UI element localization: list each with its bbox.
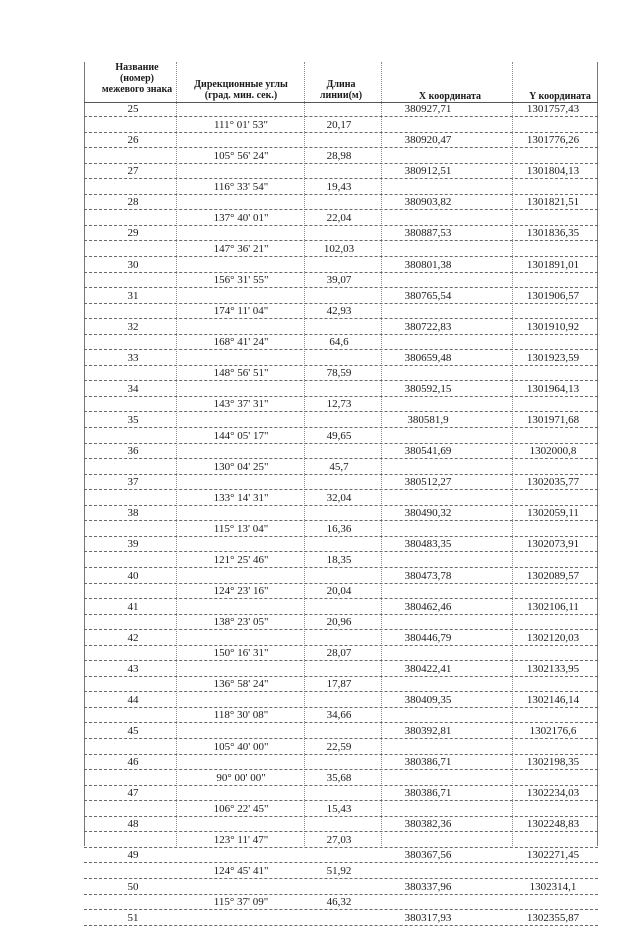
x-coordinate: 380541,69 [404,445,452,458]
row-divider [84,427,598,428]
row-divider [84,396,598,397]
x-coordinate: 380490,32 [404,507,452,520]
x-coordinate: 380722,83 [404,320,452,333]
direction-angle: 148° 56' 51" [213,367,269,380]
line-length: 102,03 [323,242,355,255]
point-number: 27 [127,165,139,178]
direction-angle: 143° 37' 31" [213,398,269,411]
direction-angle: 174° 11' 04" [213,305,269,318]
y-coordinate: 1302073,91 [526,538,580,551]
row-divider [84,318,598,319]
y-coordinate: 1301821,51 [526,196,580,209]
y-coordinate: 1302248,83 [526,818,580,831]
point-number: 26 [127,134,139,147]
row-divider [84,676,598,677]
row-divider [84,909,598,910]
point-number: 29 [127,227,139,240]
y-coordinate: 1301776,26 [526,134,580,147]
line-length: 35,68 [326,771,352,784]
point-number: 36 [127,445,139,458]
point-number: 51 [127,911,139,924]
y-coordinate: 1302146,14 [526,693,580,706]
point-number: 39 [127,538,139,551]
point-number: 30 [127,258,139,271]
row-divider [84,380,598,381]
direction-angle: 136° 58' 24" [213,678,269,691]
line-length: 22,59 [326,740,352,753]
point-number: 41 [127,600,139,613]
direction-angle: 115° 37' 09" [213,896,269,909]
row-divider [84,785,598,786]
line-length: 16,36 [326,522,352,535]
row-divider [84,474,598,475]
row-divider [84,862,598,863]
row-divider [84,831,598,832]
line-length: 28,98 [326,149,352,162]
y-coordinate: 1302271,45 [526,849,580,862]
row-divider [84,256,598,257]
row-divider [84,645,598,646]
row-divider [84,411,598,412]
point-number: 35 [127,414,139,426]
header-angle-line2: (град. мин. сек.) [204,90,278,101]
x-coordinate: 380912,51 [404,165,452,178]
y-coordinate: 1301971,68 [526,414,580,426]
x-coordinate: 380392,81 [404,725,452,737]
header-length-line2: линии(м) [319,90,363,101]
y-coordinate: 1302120,03 [526,631,580,644]
line-length: 12,73 [326,398,352,411]
x-coordinate: 380382,36 [404,818,452,831]
direction-angle: 168° 41' 24" [213,336,269,349]
point-number: 34 [127,382,139,395]
x-coordinate: 380483,35 [404,538,452,551]
direction-angle: 137° 40' 01" [213,211,269,224]
line-length: 15,43 [326,802,352,815]
row-divider [84,132,598,133]
x-coordinate: 380512,27 [404,476,452,489]
header-name-line2: (номер) [119,73,155,84]
row-divider [84,303,598,304]
y-coordinate: 1301906,57 [526,289,580,302]
line-length: 34,66 [326,709,352,722]
row-divider [84,520,598,521]
x-coordinate: 380337,96 [404,880,452,893]
x-coordinate: 380920,47 [404,134,452,147]
header-length-line1: Длина [326,79,356,90]
row-divider [84,629,598,630]
row-divider [84,738,598,739]
row-divider [84,458,598,459]
direction-angle: 124° 45' 41" [213,864,269,877]
direction-angle: 123° 11' 47" [213,833,269,846]
row-divider [84,894,598,895]
point-number: 45 [127,725,139,737]
direction-angle: 105° 40' 00" [213,740,269,753]
y-coordinate: 1302089,57 [526,569,580,582]
row-divider [84,691,598,692]
row-divider [84,272,598,273]
line-length: 18,35 [326,553,352,566]
y-coordinate: 1301964,13 [526,382,580,395]
line-length: 78,59 [326,367,352,380]
y-coordinate: 1302234,03 [526,787,580,800]
x-coordinate: 380903,82 [404,196,452,209]
row-divider [84,707,598,708]
y-coordinate: 1302106,11 [527,600,579,613]
direction-angle: 118° 30' 08" [213,709,269,722]
y-coordinate: 1301910,92 [526,320,580,333]
row-divider [84,598,598,599]
point-number: 31 [127,289,139,302]
point-number: 50 [127,880,139,893]
row-divider [84,194,598,195]
direction-angle: 144° 05' 17" [213,429,269,442]
direction-angle: 147° 36' 21" [213,242,269,255]
direction-angle: 105° 56' 24" [213,149,269,162]
point-number: 40 [127,569,139,582]
line-length: 32,04 [326,491,352,504]
direction-angle: 115° 13' 04" [213,522,269,535]
line-length: 19,43 [326,180,352,193]
x-coordinate: 380317,93 [404,911,452,924]
header-name-line3: межевого знака [101,84,173,95]
point-number: 43 [127,662,139,675]
line-length: 42,93 [326,305,352,318]
row-divider [84,365,598,366]
row-divider [84,489,598,490]
x-coordinate: 380927,71 [404,103,452,115]
direction-angle: 111° 01' 53" [213,118,269,131]
row-divider [84,660,598,661]
row-divider [84,240,598,241]
x-coordinate: 380765,54 [404,289,452,302]
y-coordinate: 1302059,11 [527,507,579,520]
y-coordinate: 1302035,77 [526,476,580,489]
direction-angle: 121° 25' 46" [213,553,269,566]
row-divider [84,614,598,615]
row-divider [84,287,598,288]
line-length: 39,07 [326,274,352,287]
y-coordinate: 1302198,35 [526,756,580,769]
row-divider [84,878,598,879]
table-left-border [84,62,85,846]
row-divider [84,147,598,148]
line-length: 28,07 [326,647,352,660]
row-divider [84,505,598,506]
y-coordinate: 1301757,43 [526,103,580,115]
x-coordinate: 380887,53 [404,227,452,240]
y-coordinate: 1301836,35 [526,227,580,240]
point-number: 37 [127,476,139,489]
direction-angle: 138° 23' 05" [213,616,269,629]
header-name [92,62,182,95]
row-divider [84,722,598,723]
line-length: 20,04 [326,585,352,598]
direction-angle: 124° 23' 16" [213,585,269,598]
y-coordinate: 1301804,13 [526,165,580,178]
y-coordinate: 1302355,87 [526,911,580,924]
column-divider-1 [176,62,177,846]
row-divider [84,163,598,164]
line-length: 20,17 [326,118,352,131]
point-number: 47 [127,787,139,800]
direction-angle: 150° 16' 31" [213,647,269,660]
line-length: 27,03 [326,833,352,846]
line-length: 51,92 [326,864,352,877]
direction-angle: 116° 33' 54" [213,180,269,193]
x-coordinate: 380581,9 [407,414,449,426]
row-divider [84,178,598,179]
row-divider [84,567,598,568]
row-divider [84,225,598,226]
row-divider [84,800,598,801]
header-length [310,79,372,101]
row-divider [84,116,598,117]
x-coordinate: 380446,79 [404,631,452,644]
row-divider [84,334,598,335]
line-length: 17,87 [326,678,352,691]
y-coordinate: 1302000,8 [529,445,577,458]
row-divider [84,551,598,552]
direction-angle: 130° 04' 25" [213,460,269,473]
direction-angle: 90° 00' 00" [216,771,266,784]
header-y: Y координата [529,91,591,102]
point-number: 49 [127,849,139,862]
x-coordinate: 380386,71 [404,756,452,769]
line-length: 64,6 [329,336,349,349]
x-coordinate: 380386,71 [404,787,452,800]
row-divider [84,349,598,350]
row-divider [84,754,598,755]
row-divider [84,925,598,926]
direction-angle: 106° 22' 45" [213,802,269,815]
x-coordinate: 380409,35 [404,693,452,706]
header-angle-line1: Дирекционные углы [194,79,288,90]
row-divider [84,816,598,817]
x-coordinate: 380659,48 [404,351,452,364]
point-number: 44 [127,693,139,706]
line-length: 45,7 [329,460,349,473]
column-divider-2 [304,62,305,846]
direction-angle: 156° 31' 55" [213,274,269,287]
point-number: 46 [127,756,139,769]
point-number: 25 [127,103,139,115]
line-length: 22,04 [326,211,352,224]
x-coordinate: 380801,38 [404,258,452,271]
y-coordinate: 1302314,1 [529,880,577,893]
row-divider [84,847,598,848]
row-divider [84,443,598,444]
point-number: 32 [127,320,139,333]
point-number: 42 [127,631,139,644]
header-name-line1: Название [115,62,159,73]
y-coordinate: 1302133,95 [526,662,580,675]
point-number: 33 [127,351,139,364]
y-coordinate: 1301891,01 [526,258,580,271]
header-x: X координата [418,91,482,102]
x-coordinate: 380473,78 [404,569,452,582]
line-length: 20,96 [326,616,352,629]
x-coordinate: 380422,41 [404,662,452,675]
x-coordinate: 380592,15 [404,382,452,395]
row-divider [84,769,598,770]
line-length: 46,32 [326,896,352,909]
point-number: 28 [127,196,139,209]
row-divider [84,209,598,210]
x-coordinate: 380462,46 [404,600,452,613]
header-angle [178,79,304,101]
direction-angle: 133° 14' 31" [213,491,269,504]
x-coordinate: 380367,56 [404,849,452,862]
row-divider [84,536,598,537]
y-coordinate: 1302176,6 [529,725,577,737]
point-number: 48 [127,818,139,831]
y-coordinate: 1301923,59 [526,351,580,364]
row-divider [84,583,598,584]
point-number: 38 [127,507,139,520]
line-length: 49,65 [326,429,352,442]
